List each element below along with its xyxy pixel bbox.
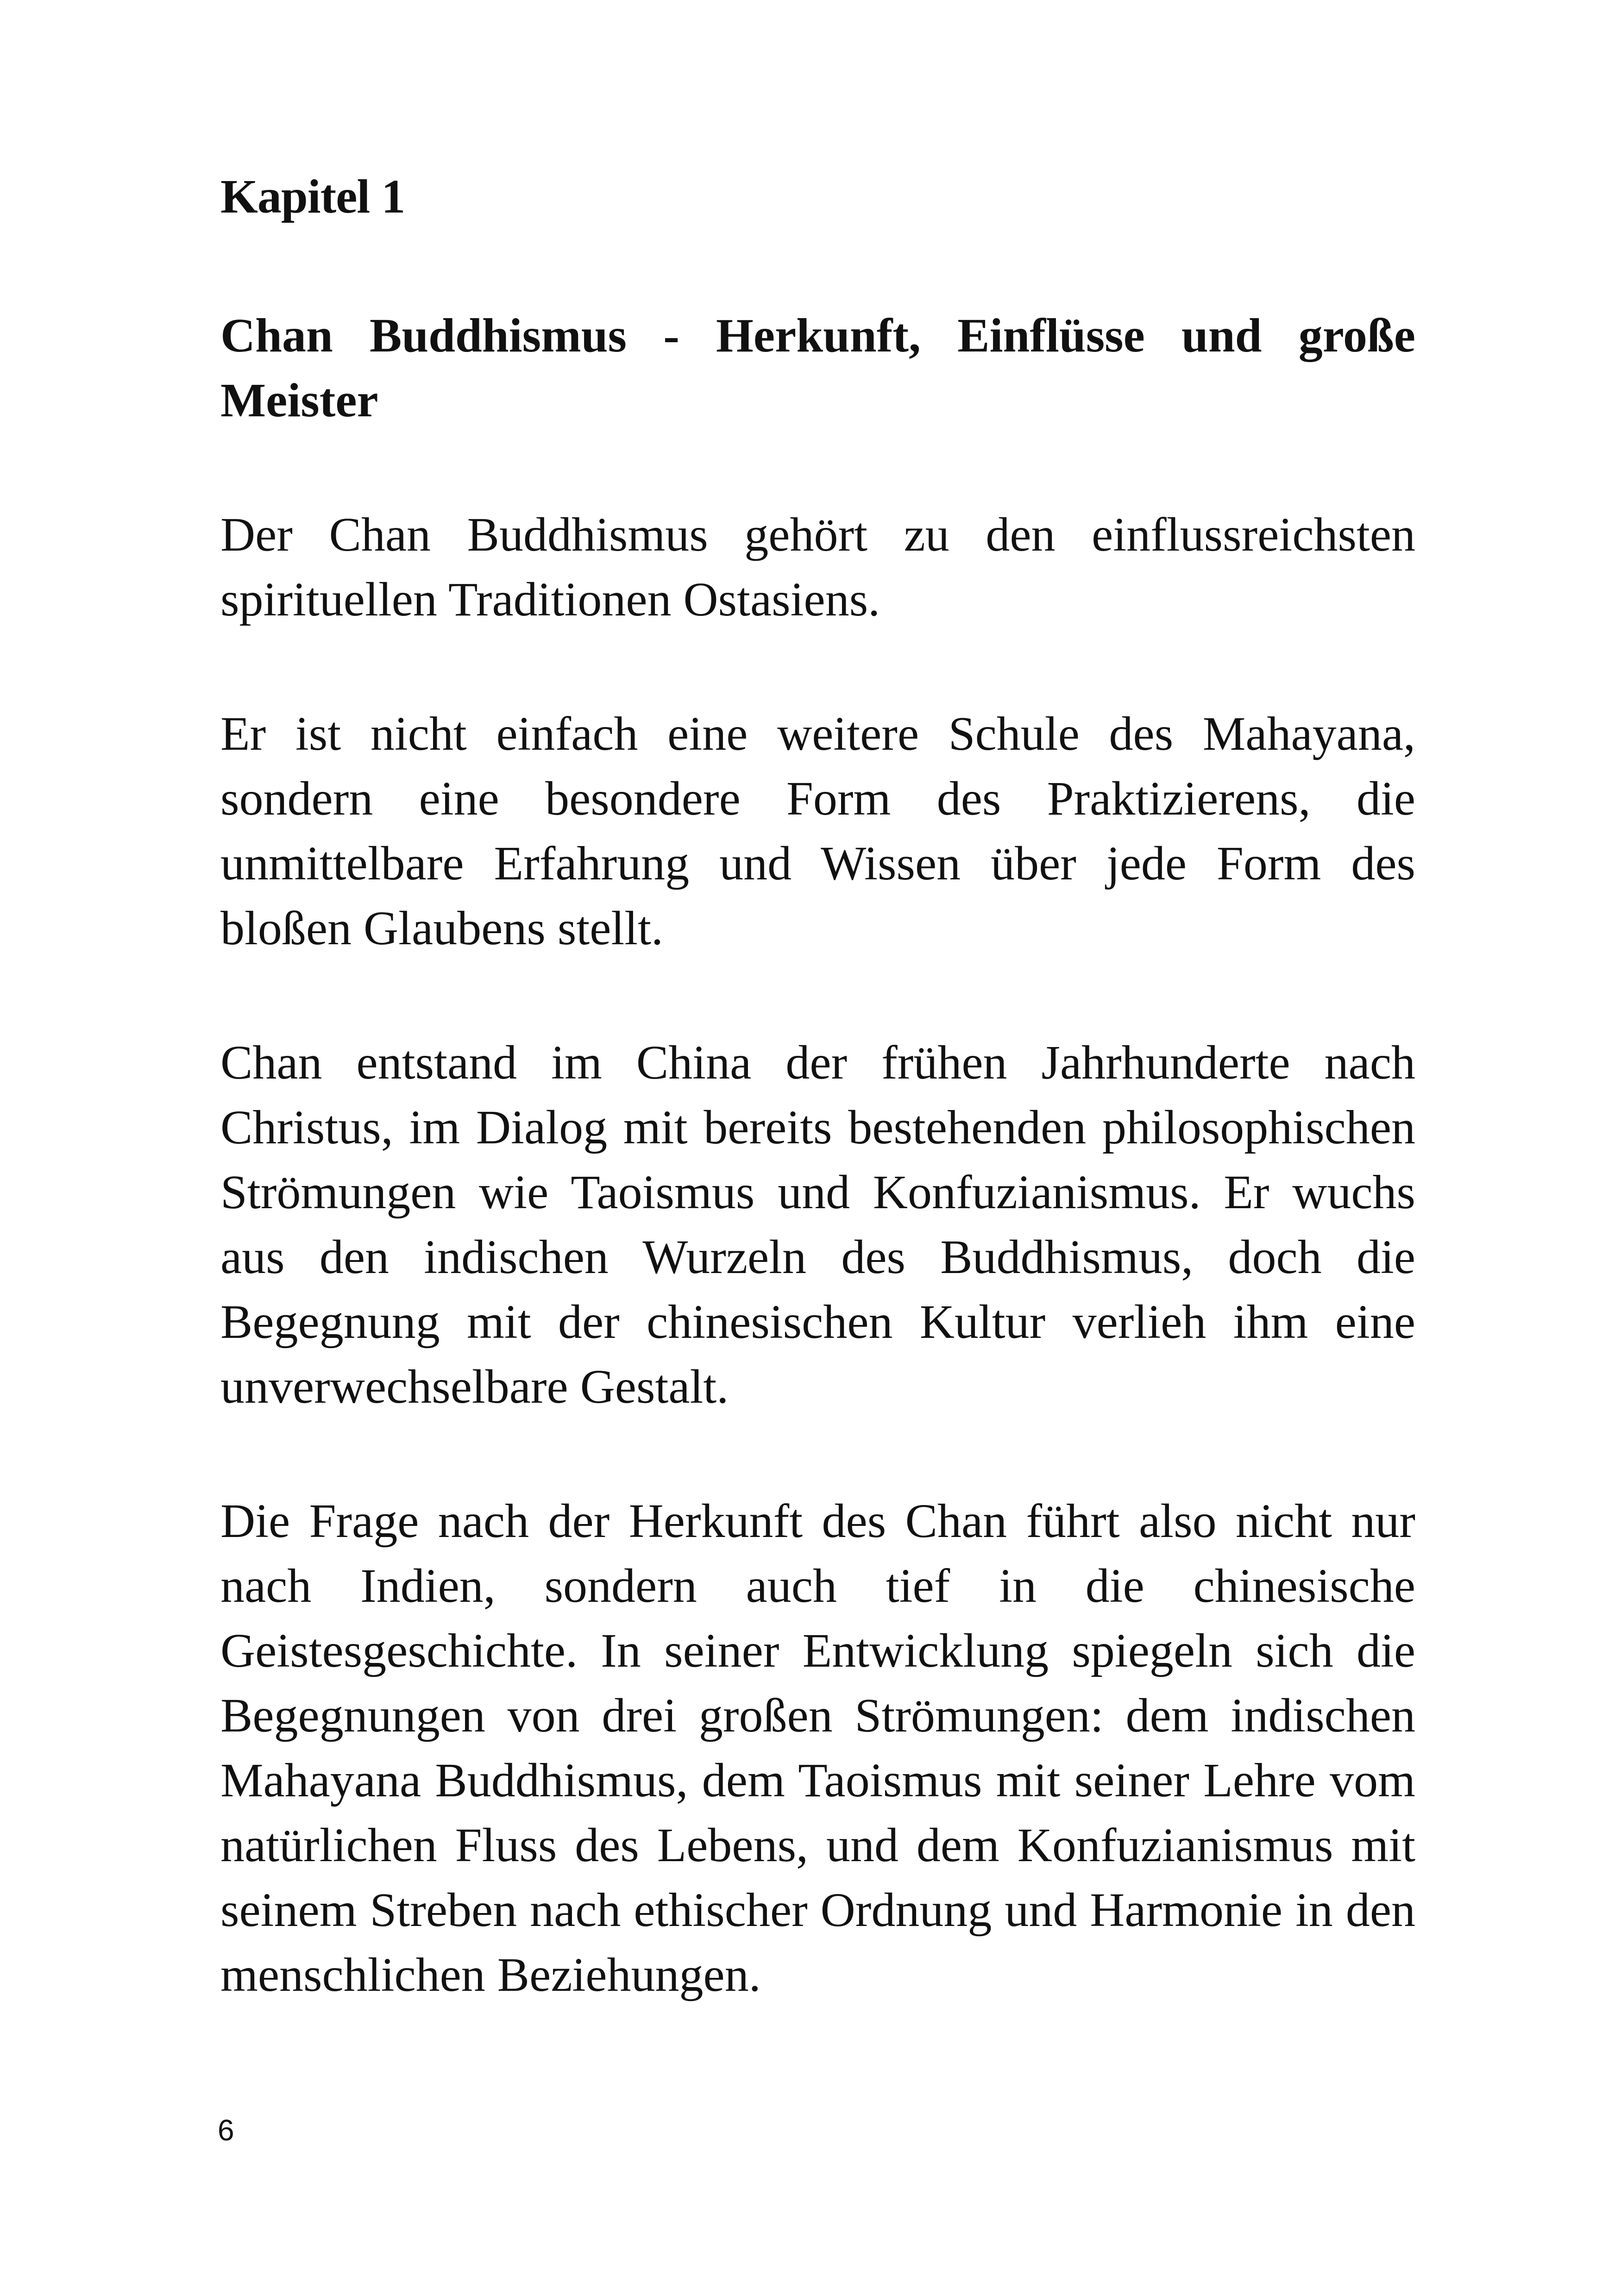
paragraph: Chan entstand im China der frühen Jahrhunderte nach Christus, im Dialog mit bereits bestehenden philosophischen Strömungen wie Taoismus und Konfuzianismus. Er wuchs aus den indischen Wurzeln des Buddhismus, doch die Begegnung mit der chinesischen Kultur verlieh ihm eine unverwechselbare Gestalt. xyxy=(220,1036,1415,1413)
page-number: 6 xyxy=(218,2114,234,2147)
chapter-label: Kapitel 1 xyxy=(220,170,405,223)
paragraph: Die Frage nach der Herkunft des Chan führt also nicht nur nach Indien, sondern auch tief in die chinesische Geistesgeschichte. In seiner Entwicklung spiegeln sich die Begegnungen von drei großen Strömungen: dem indischen Mahayana Buddhismus, dem Taoismus mit seiner Lehre vom natürlichen Fluss des Lebens, und dem Konfuzianismus mit seinem Streben nach ethischer Ordnung und Harmonie in den menschlichen Beziehungen. xyxy=(220,1494,1415,2001)
paragraph: Er ist nicht einfach eine weitere Schule des Mahayana, sondern eine besondere Form des Praktizierens, die unmittelbare Erfahrung und Wissen über jede Form des bloßen Glaubens stellt. xyxy=(220,707,1415,955)
paragraph: Der Chan Buddhismus gehört zu den einflussreichsten spirituellen Traditionen Ostasiens. xyxy=(220,508,1415,626)
chapter-title: Chan Buddhismus - Herkunft, Einflüsse und große Meister xyxy=(220,309,1415,427)
page-content xyxy=(220,164,1415,2077)
